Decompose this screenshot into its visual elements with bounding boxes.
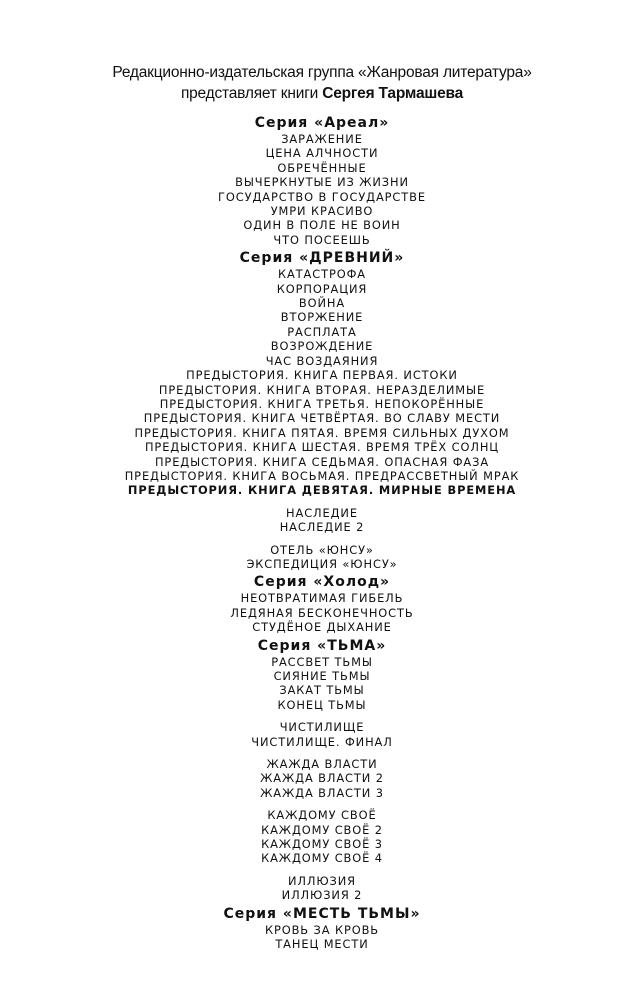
book-title: ИЛЛЮЗИЯ 2 bbox=[281, 888, 363, 903]
book-title: ПРЕДЫСТОРИЯ. КНИГА ШЕСТАЯ. ВРЕМЯ ТРЁХ СОЛНЦ bbox=[144, 440, 500, 455]
book-title: КОРПОРАЦИЯ bbox=[276, 281, 368, 296]
book-title: ВЫЧЕРКНУТЫЕ ИЗ ЖИЗНИ bbox=[235, 175, 409, 190]
book-title: ОДИН В ПОЛЕ НЕ ВОИН bbox=[243, 218, 401, 233]
series-group bbox=[0, 800, 644, 866]
book-title: ПРЕДЫСТОРИЯ. КНИГА ВТОРАЯ. НЕРАЗДЕЛИМЫЕ bbox=[158, 382, 486, 397]
series-group bbox=[0, 866, 644, 903]
series-group bbox=[0, 114, 644, 247]
group-spacer bbox=[0, 498, 644, 506]
book-title: ВОЙНА bbox=[298, 296, 346, 311]
book-title: КАТАСТРОФА bbox=[278, 267, 366, 282]
book-title: ЭКСПЕДИЦИЯ «ЮНСУ» bbox=[246, 556, 398, 571]
book-title: ЖАЖДА ВЛАСТИ 2 bbox=[260, 771, 384, 786]
book-title: ТАНЕЦ МЕСТИ bbox=[275, 937, 369, 952]
book-title: КАЖДОМУ СВОЁ 3 bbox=[261, 837, 383, 852]
book-title: ЧИСТИЛИЩЕ. ФИНАЛ bbox=[251, 734, 393, 749]
book-title: ЧТО ПОСЕЕШЬ bbox=[273, 232, 371, 247]
book-title: ПРЕДЫСТОРИЯ. КНИГА СЕДЬМАЯ. ОПАСНАЯ ФАЗА bbox=[154, 454, 490, 469]
book-title: ЧИСТИЛИЩЕ bbox=[279, 720, 365, 735]
publisher-header bbox=[0, 62, 644, 104]
book-title: РАСПЛАТА bbox=[287, 324, 357, 339]
series-title: Серия «Ареал» bbox=[254, 115, 390, 131]
book-title: ПРЕДЫСТОРИЯ. КНИГА ДЕВЯТАЯ. МИРНЫЕ ВРЕМЕНА bbox=[127, 483, 517, 498]
book-title: ЖАЖДА ВЛАСТИ bbox=[266, 757, 378, 772]
series-title: Серия «Холод» bbox=[253, 574, 391, 591]
book-title: НАСЛЕДИЕ 2 bbox=[279, 520, 365, 535]
series-list bbox=[0, 112, 644, 952]
book-title: ВОЗРОЖДЕНИЕ bbox=[270, 339, 374, 354]
book-title: ПРЕДЫСТОРИЯ. КНИГА ВОСЬМАЯ. ПРЕДРАССВЕТНЫЙ МРАК bbox=[124, 468, 520, 483]
series-title: Серия «ТЬМА» bbox=[257, 637, 387, 654]
series-group bbox=[0, 905, 644, 952]
book-title: ПРЕДЫСТОРИЯ. КНИГА ТРЕТЬЯ. НЕПОКОРЁННЫЕ bbox=[159, 396, 485, 411]
book-title: ЗАКАТ ТЬМЫ bbox=[279, 683, 365, 698]
book-title: ЛЕДЯНАЯ БЕСКОНЕЧНОСТЬ bbox=[230, 605, 414, 620]
book-title: СТУДЁНОЕ ДЫХАНИЕ bbox=[252, 620, 392, 635]
book-title: ГОСУДАРСТВО В ГОСУДАРСТВЕ bbox=[218, 189, 426, 204]
presents-text: представляет книги bbox=[180, 85, 323, 102]
group-spacer bbox=[0, 712, 644, 720]
book-title: КАЖДОМУ СВОЁ 2 bbox=[261, 822, 383, 837]
book-title: РАССВЕТ ТЬМЫ bbox=[271, 654, 373, 669]
book-title: НАСЛЕДИЕ bbox=[286, 505, 358, 520]
series-group bbox=[0, 249, 644, 498]
book-title: СИЯНИЕ ТЬМЫ bbox=[273, 669, 371, 683]
book-title: ЧАС ВОЗДАЯНИЯ bbox=[265, 353, 379, 368]
group-spacer bbox=[0, 866, 644, 874]
book-title: КАЖДОМУ СВОЁ bbox=[267, 808, 377, 823]
presents-line bbox=[0, 83, 644, 104]
series-group bbox=[0, 573, 644, 634]
series-group bbox=[0, 535, 644, 572]
publisher-line: Редакционно-издательская группа «Жанровая литература» bbox=[112, 64, 532, 81]
series-group bbox=[0, 712, 644, 749]
book-title: НЕОТВРАТИМАЯ ГИБЕЛЬ bbox=[240, 591, 404, 606]
book-title: УМРИ КРАСИВО bbox=[270, 204, 374, 219]
book-title: ИЛЛЮЗИЯ bbox=[288, 873, 356, 888]
author-name: Сергея Тармашева bbox=[322, 85, 464, 102]
series-title: Серия «ДРЕВНИЙ» bbox=[239, 250, 405, 267]
book-title: ЖАЖДА ВЛАСТИ 3 bbox=[260, 785, 384, 800]
book-title: ПРЕДЫСТОРИЯ. КНИГА ПЯТАЯ. ВРЕМЯ СИЛЬНЫХ ДУХОМ bbox=[134, 425, 510, 440]
book-title: КОНЕЦ ТЬМЫ bbox=[277, 697, 367, 712]
book-title: ПРЕДЫСТОРИЯ. КНИГА ЧЕТВЁРТАЯ. ВО СЛАВУ МЕСТИ bbox=[143, 411, 501, 426]
book-title: ПРЕДЫСТОРИЯ. КНИГА ПЕРВАЯ. ИСТОКИ bbox=[186, 368, 458, 383]
series-group bbox=[0, 637, 644, 713]
book-title: ЦЕНА АЛЧНОСТИ bbox=[265, 146, 379, 161]
book-title: ОБРЕЧЁННЫЕ bbox=[277, 160, 367, 175]
group-spacer bbox=[0, 749, 644, 757]
series-title: Серия «МЕСТЬ ТЬМЫ» bbox=[223, 905, 421, 922]
series-group bbox=[0, 498, 644, 535]
book-title: КРОВЬ ЗА КРОВЬ bbox=[264, 922, 380, 937]
series-group bbox=[0, 749, 644, 800]
group-spacer bbox=[0, 535, 644, 543]
book-title: ВТОРЖЕНИЕ bbox=[280, 310, 364, 325]
book-title: КАЖДОМУ СВОЁ 4 bbox=[261, 851, 383, 866]
book-title: ОТЕЛЬ «ЮНСУ» bbox=[270, 542, 374, 557]
book-title: ЗАРАЖЕНИЕ bbox=[281, 132, 363, 146]
